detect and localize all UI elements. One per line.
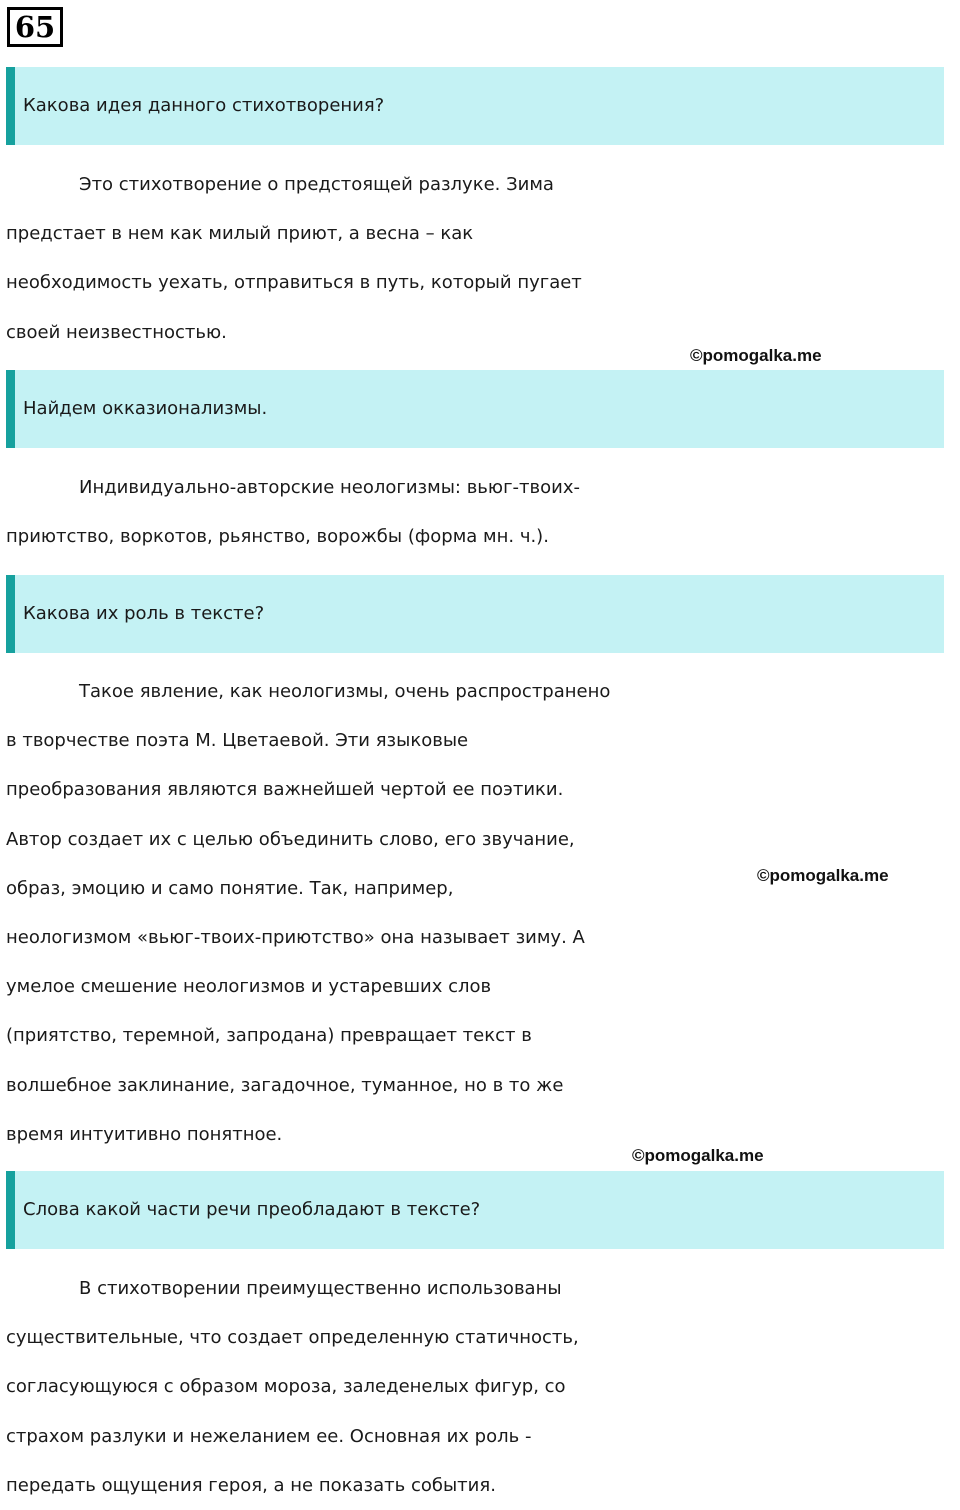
question-heading-2: Найдем окказионализмы. — [6, 370, 944, 448]
answer-line: в творчестве поэта М. Цветаевой. Эти языковые — [6, 730, 469, 752]
answer-line: согласующуюся с образом мороза, заледенелых фигур, со — [6, 1376, 566, 1398]
answer-line: время интуитивно понятное. — [6, 1123, 283, 1145]
watermark: ©pomogalka.me — [632, 1146, 764, 1165]
answer-line: (приятство, теремной, запродана) превращает текст в — [6, 1025, 532, 1047]
answer-line: умелое смешение неологизмов и устаревших слов — [6, 976, 492, 998]
answer-paragraph-3 — [6, 667, 954, 1159]
question-heading-1: Какова идея данного стихотворения? — [6, 67, 944, 145]
answer-line: Это стихотворение о предстоящей разлуке. Зима — [79, 174, 554, 195]
answer-line: неологизмом «вьюг-твоих-приютство» она называет зиму. А — [6, 926, 585, 948]
question-heading-4: Слова какой части речи преобладают в тексте? — [6, 1171, 944, 1249]
question-heading-3: Какова их роль в тексте? — [6, 575, 944, 653]
answer-line: предстает в нем как милый приют, а весна – как — [6, 223, 474, 245]
answer-line: преобразования являются важнейшей чертой ее поэтики. — [6, 779, 564, 801]
answer-line: необходимость уехать, отправиться в путь, который пугает — [6, 272, 582, 294]
answer-line: Автор создает их с целью объединить слово, его звучание, — [6, 828, 575, 850]
answer-line: Такое явление, как неологизмы, очень распространено — [79, 681, 611, 702]
page-number: 65 — [7, 7, 63, 47]
answer-line: волшебное заклинание, загадочное, туманное, но в то же — [6, 1074, 564, 1096]
answer-line: приютство, воркотов, рьянство, ворожбы (форма мн. ч.). — [6, 526, 549, 548]
answer-line: страхом разлуки и нежеланием ее. Основная их роль - — [6, 1425, 532, 1447]
answer-paragraph-2 — [6, 463, 954, 561]
answer-line: Индивидуально-авторские неологизмы: вьюг-твоих- — [79, 477, 580, 498]
answer-paragraph-1 — [6, 160, 954, 357]
answer-paragraph-4 — [6, 1264, 954, 1510]
answer-line: образ, эмоцию и само понятие. Так, например, — [6, 877, 454, 899]
answer-line: В стихотворении преимущественно использованы — [79, 1278, 562, 1299]
answer-line: существительные, что создает определенную статичность, — [6, 1327, 579, 1349]
watermark: ©pomogalka.me — [690, 346, 822, 365]
answer-line: передать ощущения героя, а не показать события. — [6, 1474, 496, 1496]
watermark: ©pomogalka.me — [757, 866, 889, 885]
answer-line: своей неизвестностью. — [6, 321, 227, 343]
